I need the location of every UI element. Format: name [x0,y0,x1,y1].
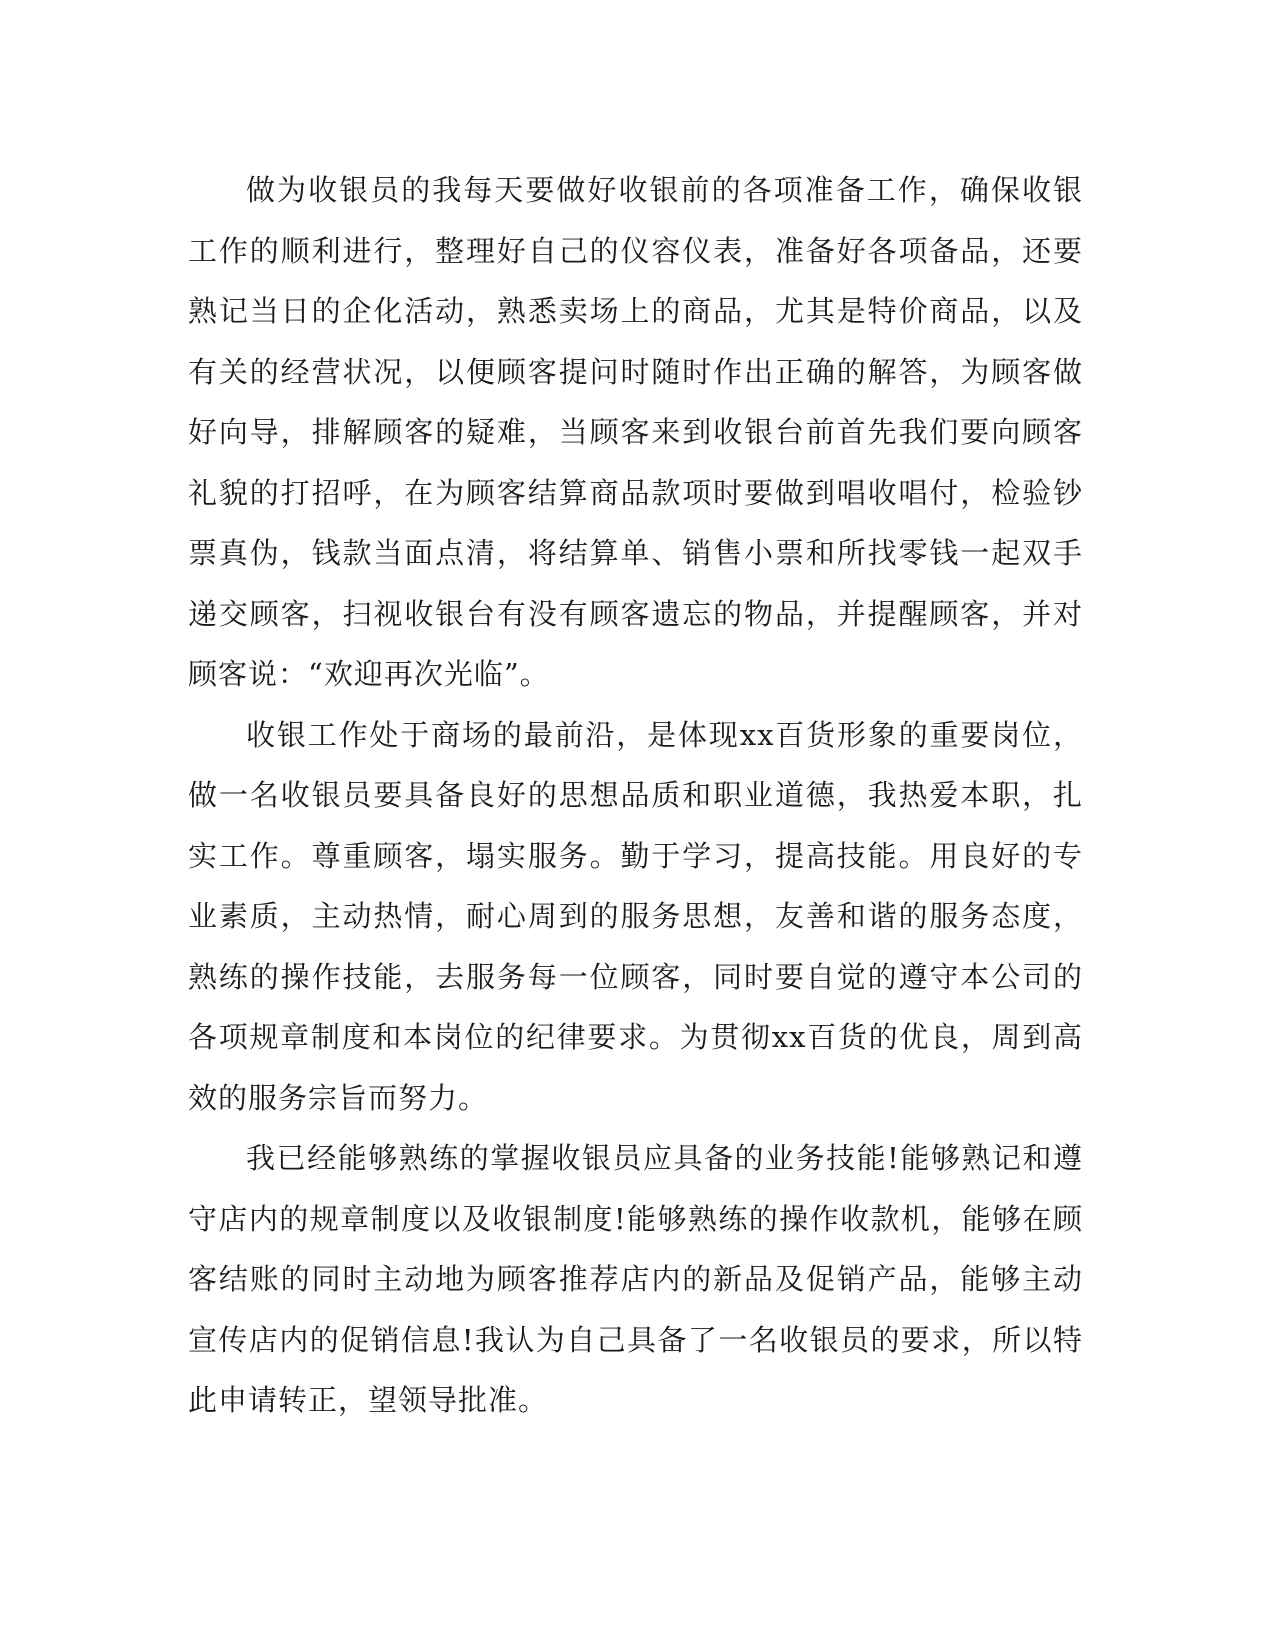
document-body [188,160,1083,1431]
paragraph-service-attitude: 收银工作处于商场的最前沿，是体现xx百货形象的重要岗位，做一名收银员要具备良好的思想品质和职业道德，我热爱本职，扎实工作。尊重顾客，塌实服务。勤于学习，提高技能。用良好的专业素质，主动热情，耐心周到的服务思想，友善和谐的服务态度，熟练的操作技能，去服务每一位顾客，同时要自觉的遵守本公司的各项规章制度和本岗位的纪律要求。为贯彻xx百货的优良，周到高效的服务宗旨而努力。 [188,717,1083,1115]
paragraph-conclusion: 我已经能够熟练的掌握收银员应具备的业务技能!能够熟记和遵守店内的规章制度以及收银制度!能够熟练的操作收款机，能够在顾客结账的同时主动地为顾客推荐店内的新品及促销产品，能够主动宣传店内的促销信息!我认为自己具备了一名收银员的要求，所以特此申请转正，望领导批准。 [188,1141,1083,1417]
paragraph-cashier-duties: 做为收银员的我每天要做好收银前的各项准备工作，确保收银工作的顺利进行，整理好自己的仪容仪表，准备好各项备品，还要熟记当日的企化活动，熟悉卖场上的商品，尤其是特价商品，以及有关的经营状况，以便顾客提问时随时作出正确的解答，为顾客做好向导，排解顾客的疑难，当顾客来到收银台前首先我们要向顾客礼貌的打招呼，在为顾客结算商品款项时要做到唱收唱付，检验钞票真伪，钱款当面点清，将结算单、销售小票和所找零钱一起双手递交顾客，扫视收银台有没有顾客遗忘的物品，并提醒顾客，并对顾客说：“欢迎再次光临”。 [188,173,1083,691]
